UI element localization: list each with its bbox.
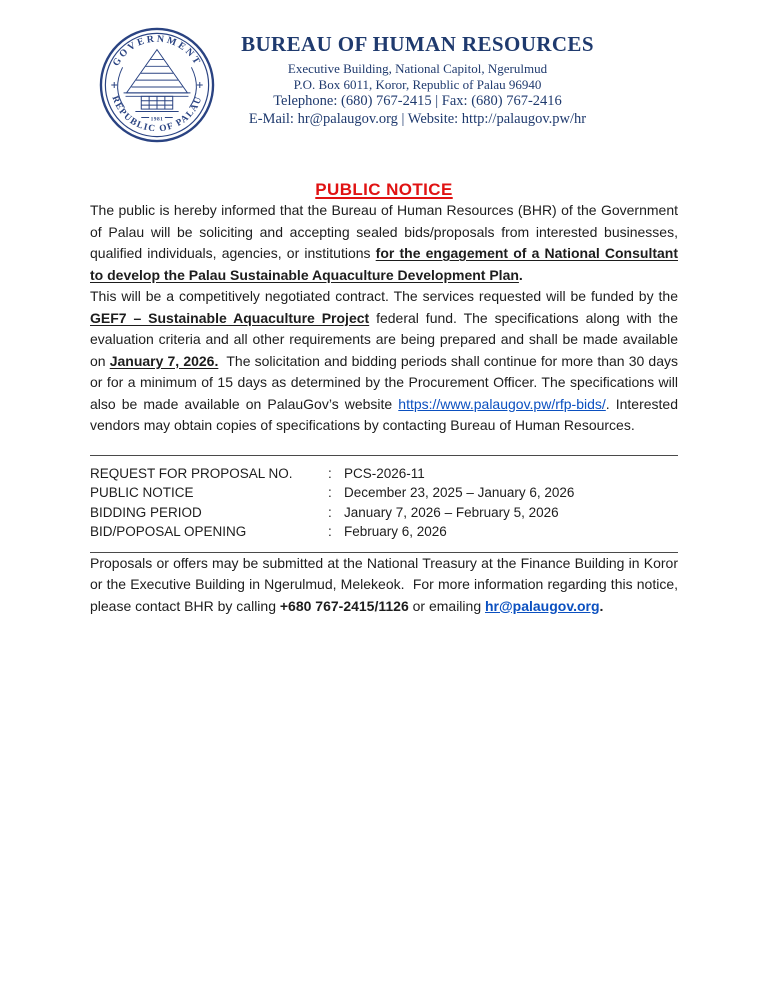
seal-top-text: GOVERNMENT — [110, 33, 204, 69]
public-notice-label: PUBLIC NOTICE — [90, 485, 194, 500]
seal-bottom-text: REPUBLIC OF PALAU — [109, 94, 205, 135]
rfp-number-value: PCS-2026-11 — [344, 465, 425, 481]
address-line-2: P.O. Box 6011, Koror, Republic of Palau 96940 — [293, 76, 542, 92]
submission-text-1: Proposals or offers may be submitted at the National Treasury at the Finance Building in Koror or the Executive Building in Ngerulmud, Melekeok. For more information regarding this notice, please contact BHR by calling — [90, 554, 678, 614]
bid-opening-date: February 6, 2026 — [344, 524, 447, 539]
table-row — [90, 522, 678, 542]
address-line-1: Executive Building, National Capitol, Ngerulmud — [287, 61, 548, 76]
bidding-period-label: BIDDING PERIOD — [90, 504, 202, 520]
contact-email-link[interactable]: hr@palaugov.org — [485, 597, 600, 614]
details-date-emphasis: January 7, 2026. — [109, 352, 219, 369]
public-notice-dates: December 23, 2025 – January 6, 2026 — [344, 485, 575, 500]
details-text-4: . Interested vendors may obtain copies of specifications by contacting Bureau of Human Resources. — [90, 395, 678, 433]
details-text-1: This will be a competitively negotiated contract. The services requested will be funded by the — [90, 288, 678, 304]
contact-phone: +680 767-2415/1126 — [279, 597, 409, 614]
submission-period: . — [599, 597, 604, 614]
org-name: BUREAU OF HUMAN RESOURCES — [241, 32, 594, 56]
letterhead — [0, 0, 768, 150]
rfp-summary-table — [90, 455, 678, 553]
submission-text-2: or emailing — [408, 597, 485, 614]
intro-period: . — [518, 266, 523, 283]
details-text-2: federal fund. The specifications along with the evaluation criteria and all other requirements are being prepared and shall be made available on — [90, 309, 679, 369]
intro-text: The public is hereby informed that the Bureau of Human Resources (BHR) of the Government of Palau will be soliciting and accepting sealed bids/proposals from interested businesses, qualified individuals, agencies, or institutions — [90, 202, 678, 261]
bid-opening-label: BID/POPOSAL OPENING — [90, 524, 247, 539]
separator-colon: : — [328, 485, 332, 500]
paragraph-submission — [90, 553, 678, 618]
separator-colon: : — [328, 504, 332, 520]
public-notice-title: PUBLIC NOTICE — [315, 180, 453, 199]
rfp-bids-link[interactable]: https://www.palaugov.pw/rfp-bids/ — [398, 395, 606, 412]
seal-year: 1981 — [150, 116, 164, 123]
paragraph-details — [90, 286, 678, 437]
paragraph-intro — [90, 200, 678, 286]
details-fund-emphasis: GEF7 – Sustainable Aquaculture Project — [90, 309, 370, 326]
intro-engagement-emphasis: for the engagement of a National Consultant to develop the Palau Sustainable Aquaculture Development Plan — [90, 245, 678, 283]
bidding-period-dates: January 7, 2026 – February 5, 2026 — [344, 504, 559, 520]
separator-colon: : — [328, 524, 332, 539]
email-website-line: E-Mail: hr@palaugov.org | Website: http://palaugov.pw/hr — [248, 111, 587, 127]
table-row — [90, 483, 678, 503]
palau-government-seal-icon — [98, 26, 216, 144]
rfp-number-label: REQUEST FOR PROPOSAL NO. — [90, 465, 293, 481]
notice-body — [0, 200, 768, 617]
org-header-block — [225, 32, 610, 128]
separator-colon: : — [328, 465, 332, 481]
table-row — [90, 503, 678, 523]
table-row — [90, 464, 678, 484]
details-text-3: The solicitation and bidding periods shall continue for more than 30 days or for a minimum of 15 days as determined by the Procurement Officer. The specifications will also be made available on PalauGov’s website — [90, 352, 678, 412]
phone-fax-line: Telephone: (680) 767-2415 | Fax: (680) 767-2416 — [273, 93, 562, 109]
